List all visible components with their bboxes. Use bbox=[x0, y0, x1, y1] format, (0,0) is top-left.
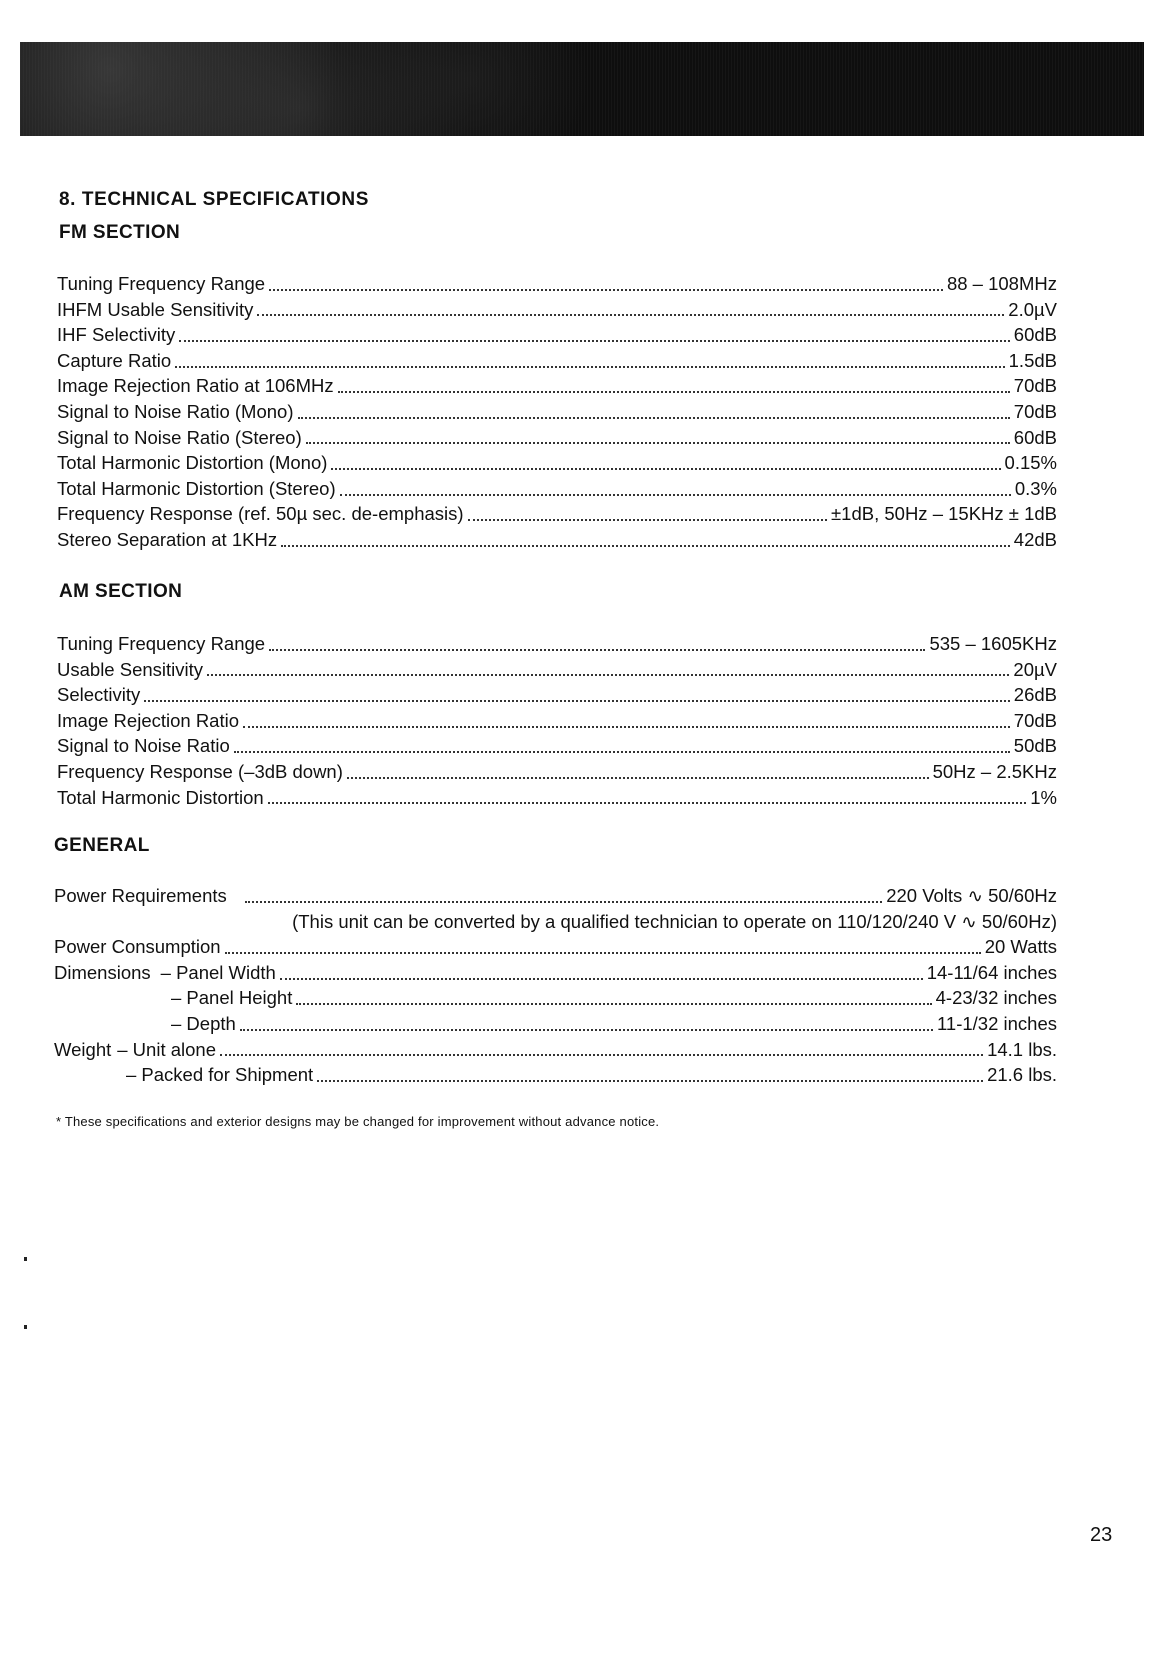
spec-value: 535 – 1605KHz bbox=[929, 633, 1057, 654]
spec-row bbox=[57, 271, 1057, 297]
spec-label: Frequency Response (–3dB down) bbox=[57, 760, 343, 782]
dot-leader bbox=[280, 978, 923, 980]
general-section-heading: GENERAL bbox=[54, 835, 150, 856]
dot-leader bbox=[331, 468, 1000, 470]
spec-row bbox=[54, 1037, 1057, 1063]
spec-value: 70dB bbox=[1013, 709, 1057, 731]
spec-value: 0.3% bbox=[1014, 477, 1057, 499]
dot-leader bbox=[225, 952, 981, 954]
spec-row bbox=[57, 450, 1057, 476]
scan-speck bbox=[24, 1257, 27, 1261]
dot-leader bbox=[269, 289, 943, 291]
dot-leader bbox=[234, 751, 1010, 753]
scan-speck bbox=[24, 1325, 27, 1329]
spec-row bbox=[54, 934, 1057, 960]
dot-leader bbox=[207, 674, 1009, 676]
spec-value: 0.15% bbox=[1004, 452, 1057, 474]
spec-row bbox=[57, 373, 1057, 399]
spec-row bbox=[54, 1011, 1057, 1037]
spec-row bbox=[57, 348, 1057, 374]
spec-label: Total Harmonic Distortion (Mono) bbox=[57, 452, 328, 474]
spec-label: Frequency Response (ref. 50µ sec. de-emphasis) bbox=[57, 503, 464, 525]
spec-label: Total Harmonic Distortion bbox=[57, 786, 264, 808]
spec-row bbox=[57, 733, 1057, 759]
spec-value: 88 – 108MHz bbox=[946, 273, 1057, 294]
spec-label: IHF Selectivity bbox=[57, 324, 176, 346]
spec-row bbox=[57, 297, 1057, 323]
spec-label: Tuning Frequency Range bbox=[57, 633, 266, 654]
dot-leader bbox=[468, 519, 827, 521]
spec-row bbox=[57, 322, 1057, 348]
spec-row bbox=[54, 883, 1057, 909]
spec-value: 4-23/32 inches bbox=[935, 987, 1057, 1009]
spec-sublabel: – Panel Width bbox=[160, 961, 276, 983]
dot-leader bbox=[281, 545, 1010, 547]
conversion-note: (This unit can be converted by a qualified technician to operate on 110/120/240 V ∿ 50/60Hz) bbox=[292, 910, 1057, 932]
spec-row bbox=[54, 985, 1057, 1011]
dot-leader bbox=[296, 1003, 931, 1005]
dot-leader bbox=[243, 726, 1010, 728]
spec-value: 42dB bbox=[1013, 528, 1057, 550]
spec-row bbox=[57, 657, 1057, 683]
spec-row bbox=[57, 759, 1057, 785]
spec-value: 11-1/32 inches bbox=[937, 1012, 1057, 1034]
spec-label: Tuning Frequency Range bbox=[57, 273, 266, 294]
header-banner bbox=[20, 42, 1144, 136]
spec-label: Signal to Noise Ratio bbox=[57, 735, 230, 757]
spec-value: 60dB bbox=[1013, 426, 1057, 448]
spec-sublabel: – Depth bbox=[171, 1012, 236, 1034]
spec-label: Capture Ratio bbox=[57, 349, 172, 371]
spec-value: 14.1 lbs. bbox=[987, 1038, 1057, 1060]
spec-value: 1% bbox=[1030, 786, 1057, 808]
spec-value: 2.0µV bbox=[1008, 298, 1057, 320]
dot-leader bbox=[240, 1029, 933, 1031]
dot-leader bbox=[179, 340, 1010, 342]
spec-label: IHFM Usable Sensitivity bbox=[57, 298, 254, 320]
spec-row bbox=[57, 501, 1057, 527]
spec-row bbox=[54, 960, 1057, 986]
general-spec-list bbox=[54, 883, 1057, 1088]
spec-value: 20 Watts bbox=[984, 936, 1057, 958]
spec-value: 26dB bbox=[1013, 684, 1057, 706]
spec-label: Selectivity bbox=[57, 684, 141, 706]
page-number: 23 bbox=[1090, 1524, 1113, 1546]
fm-spec-list bbox=[57, 271, 1057, 553]
spec-label: Usable Sensitivity bbox=[57, 658, 204, 680]
dot-leader bbox=[175, 366, 1004, 368]
fm-section-heading: FM SECTION bbox=[59, 222, 181, 243]
dot-leader bbox=[144, 700, 1010, 702]
spec-label: Signal to Noise Ratio (Stereo) bbox=[57, 426, 302, 448]
am-spec-list bbox=[57, 631, 1057, 810]
spec-value: 1.5dB bbox=[1008, 349, 1057, 371]
spec-value: 20µV bbox=[1013, 658, 1057, 680]
page-title: 8. TECHNICAL SPECIFICATIONS bbox=[59, 189, 370, 210]
spec-row bbox=[57, 527, 1057, 553]
spec-row bbox=[57, 631, 1057, 657]
spec-label: Image Rejection Ratio bbox=[57, 709, 240, 731]
spec-row bbox=[57, 785, 1057, 811]
spec-label: Image Rejection Ratio at 106MHz bbox=[57, 375, 334, 397]
spec-row bbox=[57, 682, 1057, 708]
spec-value: 60dB bbox=[1013, 324, 1057, 346]
spec-label: Power Consumption bbox=[54, 936, 221, 958]
dot-leader bbox=[257, 314, 1004, 316]
dot-leader bbox=[268, 802, 1027, 804]
spec-row bbox=[57, 425, 1057, 451]
spec-value: 220 Volts ∿ 50/60Hz bbox=[886, 885, 1057, 906]
dot-leader bbox=[338, 391, 1010, 393]
footnote: * These specifications and exterior designs may be changed for improvement without advance notice. bbox=[56, 1114, 660, 1129]
spec-row bbox=[57, 399, 1057, 425]
spec-value: 70dB bbox=[1013, 400, 1057, 422]
dot-leader bbox=[298, 417, 1010, 419]
spec-sublabel: – Packed for Shipment bbox=[126, 1064, 314, 1086]
spec-value: ±1dB, 50Hz – 15KHz ± 1dB bbox=[831, 503, 1057, 525]
dot-leader bbox=[306, 442, 1010, 444]
spec-value: 21.6 lbs. bbox=[987, 1064, 1057, 1086]
spec-value: 14-11/64 inches bbox=[926, 961, 1057, 983]
spec-value: 70dB bbox=[1013, 375, 1057, 397]
spec-label: Power Requirements bbox=[54, 885, 227, 906]
dot-leader bbox=[269, 649, 925, 651]
spec-sublabel: – Panel Height bbox=[171, 987, 293, 1009]
dot-leader bbox=[347, 777, 929, 779]
dot-leader bbox=[340, 494, 1011, 496]
spec-label: Signal to Noise Ratio (Mono) bbox=[57, 400, 294, 422]
dot-leader bbox=[317, 1080, 983, 1082]
spec-label: Total Harmonic Distortion (Stereo) bbox=[57, 477, 336, 499]
spec-row bbox=[57, 708, 1057, 734]
spec-label: Stereo Separation at 1KHz bbox=[57, 528, 278, 550]
dot-leader bbox=[220, 1054, 983, 1056]
spec-label: Weight bbox=[54, 1038, 112, 1060]
dot-leader bbox=[245, 901, 882, 903]
spec-value: 50Hz – 2.5KHz bbox=[932, 760, 1057, 782]
spec-sublabel: – Unit alone bbox=[117, 1038, 216, 1060]
spec-row bbox=[54, 1062, 1057, 1088]
spec-value: 50dB bbox=[1013, 735, 1057, 757]
spec-label: Dimensions bbox=[54, 961, 151, 983]
spec-row bbox=[57, 476, 1057, 502]
am-section-heading: AM SECTION bbox=[59, 581, 183, 602]
